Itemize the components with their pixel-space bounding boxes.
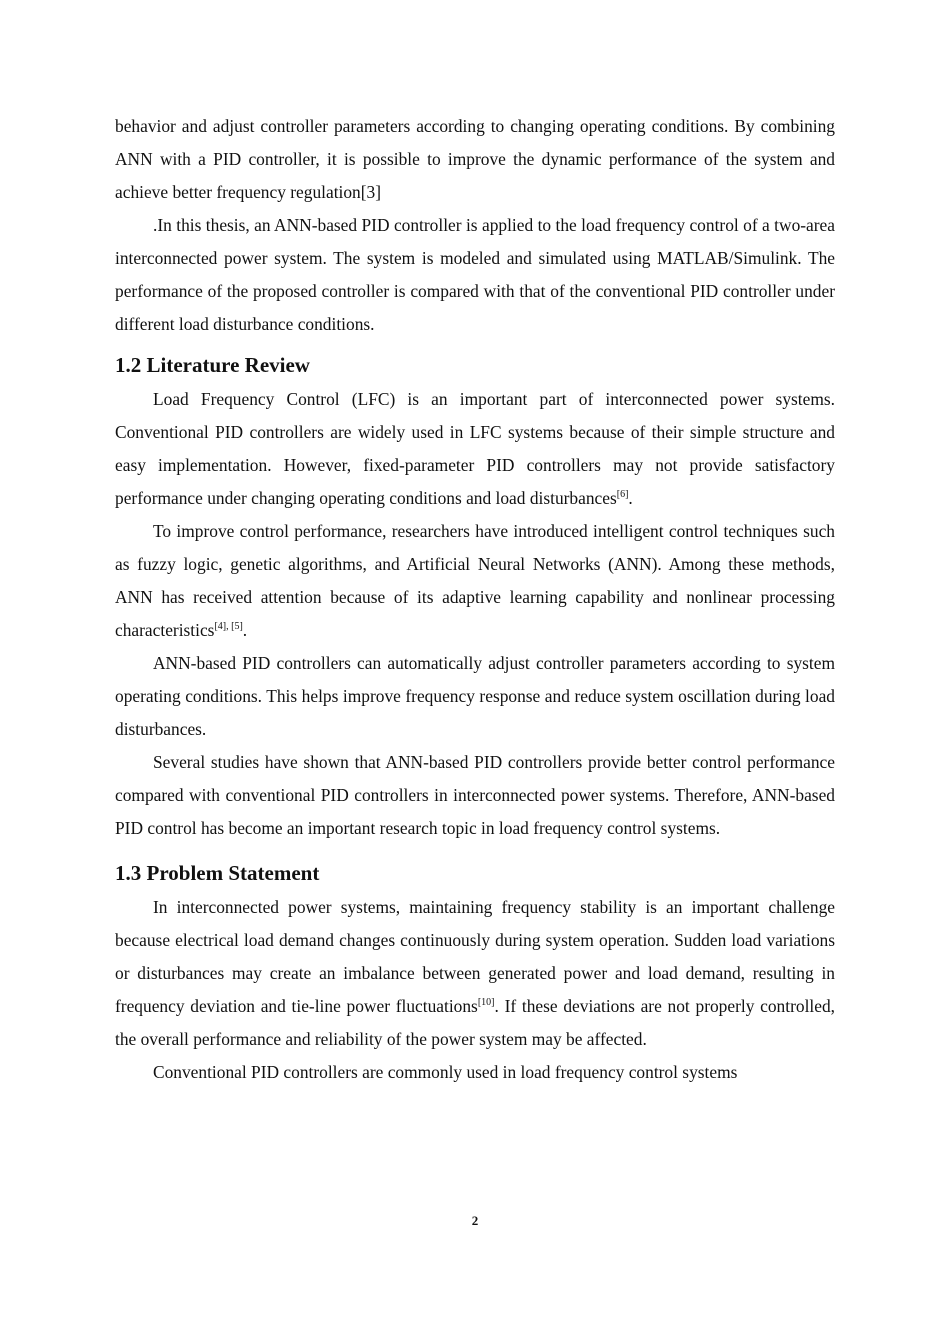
page-body <box>115 110 835 1089</box>
literature-paragraph-2-end: . <box>242 620 248 640</box>
problem-paragraph-2: Conventional PID controllers are commonly used in load frequency control systems <box>153 1062 738 1082</box>
citation-ref: [6] <box>616 489 629 500</box>
problem-paragraph-1-text: In interconnected power systems, maintaining frequency stability is an important challenge because electrical load demand changes continuously during system operation. Sudden load variations or disturbances may create an imbalance between generated power and load demand, resulting in frequency deviation and tie-line power fluctuations <box>115 897 835 1016</box>
problem-paragraph-1 <box>115 891 835 1056</box>
literature-paragraph-4: Several studies have shown that ANN-based PID controllers provide better control performance compared with conventional PID controllers in interconnected power systems. Therefore, ANN-based PID control has become an important research topic in load frequency control systems. <box>115 752 835 838</box>
citation-ref: [10] <box>477 997 495 1008</box>
literature-paragraph-1-end: . <box>628 488 633 508</box>
section-heading-literature-review: 1.2 Literature Review <box>115 353 310 377</box>
intro-paragraph-2: .In this thesis, an ANN-based PID controller is applied to the load frequency control of a two-area interconnected power system. The system is modeled and simulated using MATLAB/Simulink. The performance of the proposed controller is compared with that of the conventional PID controller under different load disturbance conditions. <box>115 215 835 334</box>
literature-paragraph-3: ANN-based PID controllers can automatically adjust controller parameters according to system operating conditions. This helps improve frequency response and reduce system oscillation during load disturbances. <box>115 653 835 739</box>
problem-paragraph-1-end: . If these deviations are not properly controlled, the overall performance and reliability of the power system may be affected. <box>115 996 835 1049</box>
page-number: 2 <box>471 1213 479 1228</box>
literature-paragraph-1 <box>115 383 835 515</box>
literature-paragraph-2 <box>115 515 835 647</box>
intro-paragraph-1: behavior and adjust controller parameters according to changing operating conditions. By combining ANN with a PID controller, it is possible to improve the dynamic performance of the system and achieve better frequency regulation[3] <box>115 116 835 202</box>
literature-paragraph-1-text: Load Frequency Control (LFC) is an important part of interconnected power systems. Conventional PID controllers are widely used in LFC systems because of their simple structure and easy implementation. However, fixed-parameter PID controllers may not provide satisfactory performance under changing operating conditions and load disturbances <box>115 389 835 508</box>
section-heading-problem-statement: 1.3 Problem Statement <box>115 861 320 885</box>
literature-paragraph-2-text: To improve control performance, researchers have introduced intelligent control techniques such as fuzzy logic, genetic algorithms, and Artificial Neural Networks (ANN). Among these methods, ANN has received attention because of its adaptive learning capability and nonlinear processing characteristics <box>115 521 835 640</box>
citation-ref: [4], [5] <box>214 621 243 632</box>
